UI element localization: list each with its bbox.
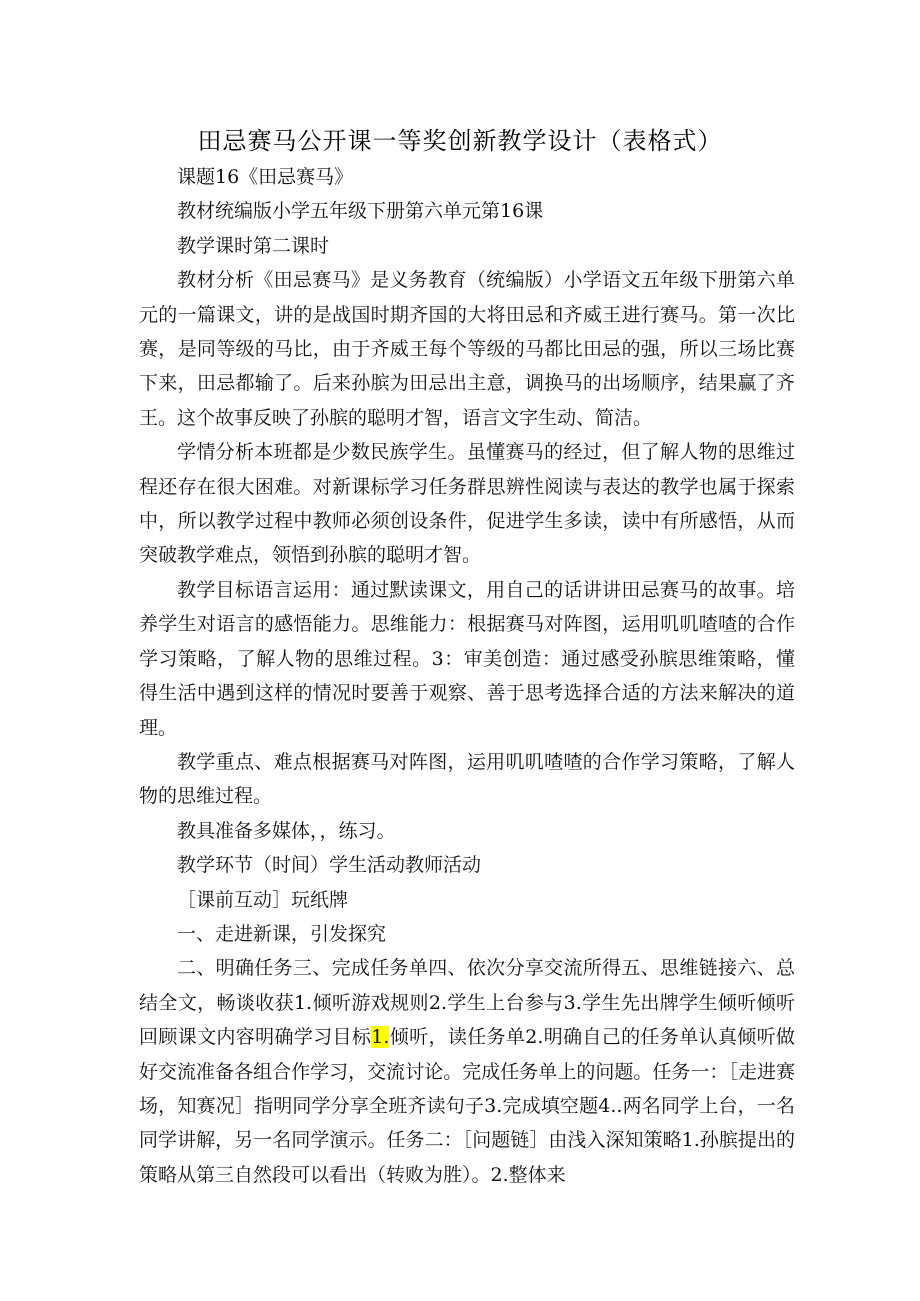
paragraph-pre-class: ［课前互动］玩纸牌 <box>177 888 349 911</box>
paragraph-textbook-analysis: 教材分析《田忌赛马》是义务教育（统编版）小学语文五年级下册第六单元的一篇课文，讲的是战国时期齐国的大将田忌和齐威王进行赛马。第一次比赛，是同等级的马比，由于齐威王每个等级的马都比田忌的强，所以三场比赛下来，田忌都输了。后来孙膑为田忌出主意，调换马的出场顺序，结果赢了齐王。这个故事反映了孙膑的聪明才智，语言文字生动、简洁。 <box>139 269 795 429</box>
highlighted-text: 1. <box>371 1026 390 1049</box>
paragraph-teaching-sections: 教学环节（时间）学生活动教师活动 <box>177 854 482 877</box>
paragraph-step-two <box>139 951 795 1192</box>
paragraph-teaching-goals: 教学目标语言运用：通过默读课文，用自己的话讲讲田忌赛马的故事。培养学生对语言的感悟能力。思维能力：根据赛马对阵图，运用叽叽喳喳的合作学习策略，了解人物的思维过程。3：审美创造：通过感受孙膑思维策略，懂得生活中遇到这样的情况时要善于观察、善于思考选择合适的方法来解决的道理。 <box>139 578 795 739</box>
paragraph-lesson-period: 教学课时第二课时 <box>177 234 330 257</box>
paragraph-text: 二、明确任务三、完成任务单四、依次分享交流所得五、思维链接六、总结全文，畅谈收获1.倾听游戏规则2.学生上台参与3.学生先出牌学生倾听倾听回顾课文内容明确学习目标 <box>139 957 795 1049</box>
paragraph-textbook: 教材统编版小学五年级下册第六单元第16课 <box>177 200 544 223</box>
paragraph-step-one: 一、走进新课，引发探究 <box>177 922 387 945</box>
paragraph-key-points: 教学重点、难点根据赛马对阵图，运用叽叽喳喳的合作学习策略，了解人物的思维过程。 <box>139 750 795 808</box>
document-body <box>139 160 795 1192</box>
paragraph-student-analysis: 学情分析本班都是少数民族学生。虽懂赛马的经过，但了解人物的思维过程还存在很大困难。对新课标学习任务群思辨性阅读与表达的教学也属于探索中，所以教学过程中教师必须创设条件，促进学生多读，读中有所感悟，从而突破教学难点，领悟到孙膑的聪明才智。 <box>139 441 795 567</box>
document-title: 田忌赛马公开课一等奖创新教学设计（表格式） <box>197 127 723 155</box>
paragraph-text: 倾听，读任务单2.明确自己的任务单认真倾听做好交流准备各组合作学习，交流讨论。完成任务单上的问题。任务一：［走进赛场，知赛况］指明同学分享全班齐读句子3.完成填空题4..两名同学上台，一名同学讲解，另一名同学演示。任务二：［问题链］由浅入深知策略1.孙膑提出的策略从第三自然段可以看出（转败为胜）。2.整体来 <box>139 1026 795 1186</box>
paragraph-topic: 课题16《田忌赛马》 <box>177 166 354 188</box>
paragraph-teaching-aids: 教具准备多媒体，，练习。 <box>177 819 396 842</box>
